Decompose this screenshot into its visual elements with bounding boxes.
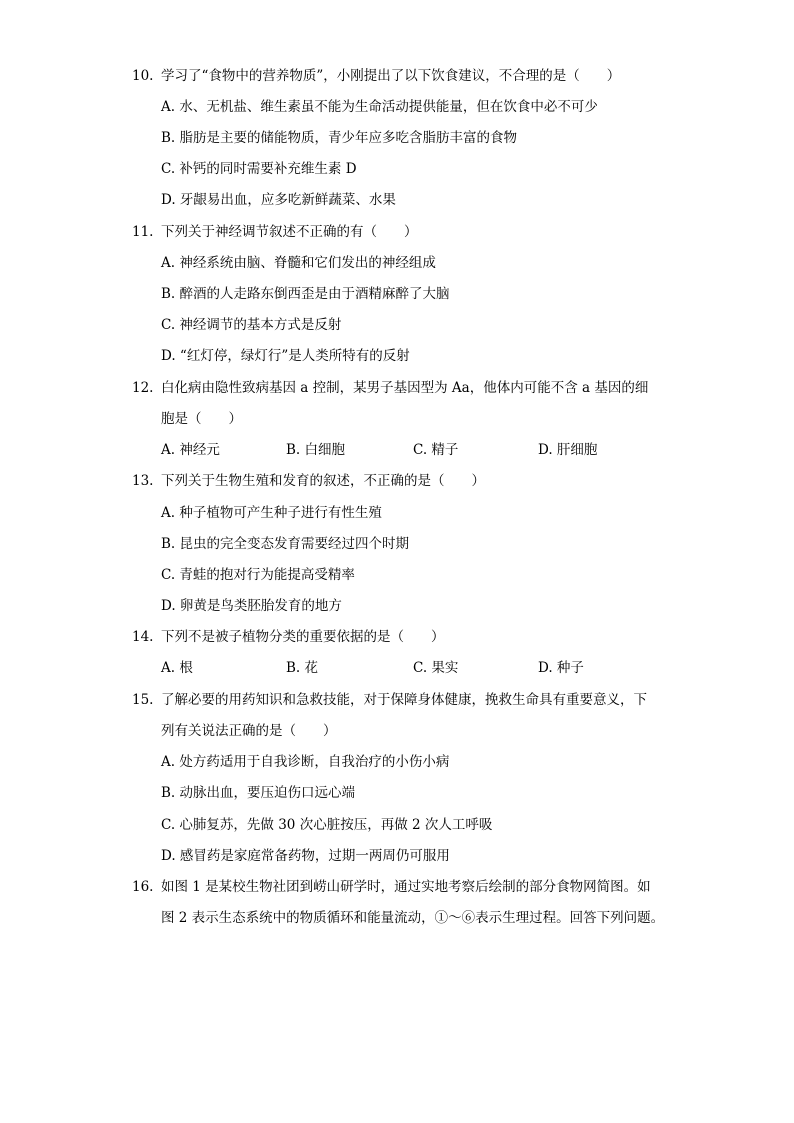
question-stem: 学习了“食物中的营养物质”，小刚提出了以下饮食建议，不合理的是（ ） [161,68,621,84]
option-text: B. 醉酒的人走路东倒西歪是由于酒精麻醉了大脑 [161,286,450,302]
option-a: A. 根 [161,660,193,676]
option-text: D. 卵黄是鸟类胚胎发育的地方 [161,598,342,614]
option-d: D. 肝细胞 [538,442,598,458]
option-c: C. 精子 [413,442,459,458]
question-stem: 白化病由隐性致病基因 a 控制，某男子基因型为 Aa，他体内可能不含 a 基因的细 [161,380,649,396]
question-stem: 如图 1 是某校生物社团到崂山研学时，通过实地考察后绘制的部分食物网简图。如 [161,879,651,895]
option-text: B. 昆虫的完全变态发育需要经过四个时期 [161,536,410,552]
option-a: A. 神经元 [161,442,220,458]
option-text: A. 处方药适用于自我诊断，自我治疗的小伤小病 [161,754,450,770]
option-text: C. 心肺复苏，先做 30 次心脏按压，再做 2 次人工呼吸 [161,817,493,833]
question-number: 11. [132,224,154,240]
question-number: 14. [132,629,154,645]
question-number: 16. [132,879,154,895]
question-stem-continued: 列有关说法正确的是（ ） [161,723,337,739]
question-stem: 下列不是被子植物分类的重要依据的是（ ） [161,629,445,645]
option-text: D. 牙龈易出血，应多吃新鲜蔬菜、水果 [161,192,396,208]
question-stem-continued: 图 2 表示生态系统中的物质循环和能量流动，①～⑥表示生理过程。回答下列问题。 [161,910,665,926]
question-number: 10. [132,68,154,84]
question-number: 15. [132,692,154,708]
option-text: D. 感冒药是家庭常备药物，过期一两周仍可服用 [161,848,450,864]
option-c: C. 果实 [413,660,459,676]
option-b: B. 花 [286,660,319,676]
option-text: B. 动脉出血，要压迫伤口远心端 [161,785,356,801]
option-text: D. “红灯停，绿灯行”是人类所特有的反射 [161,348,410,364]
option-text: B. 脂肪是主要的储能物质，青少年应多吃含脂肪丰富的食物 [161,130,518,146]
question-stem-continued: 胞是（ ） [161,411,242,427]
option-d: D. 种子 [538,660,584,676]
option-b: B. 白细胞 [286,442,346,458]
question-number: 13. [132,473,154,489]
question-number: 12. [132,380,154,396]
question-stem: 下列关于神经调节叙述不正确的有（ ） [161,224,418,240]
option-text: A. 神经系统由脑、脊髓和它们发出的神经组成 [161,255,436,271]
question-stem: 下列关于生物生殖和发育的叙述，不正确的是（ ） [161,473,485,489]
option-text: A. 水、无机盐、维生素虽不能为生命活动提供能量，但在饮食中必不可少 [161,99,598,115]
option-text: C. 神经调节的基本方式是反射 [161,317,342,333]
question-stem: 了解必要的用药知识和急救技能，对于保障身体健康，挽救生命具有重要意义，下 [161,692,647,708]
option-text: C. 青蛙的抱对行为能提高受精率 [161,567,355,583]
option-text: A. 种子植物可产生种子进行有性生殖 [161,505,382,521]
option-text: C. 补钙的同时需要补充维生素 D [161,161,357,177]
